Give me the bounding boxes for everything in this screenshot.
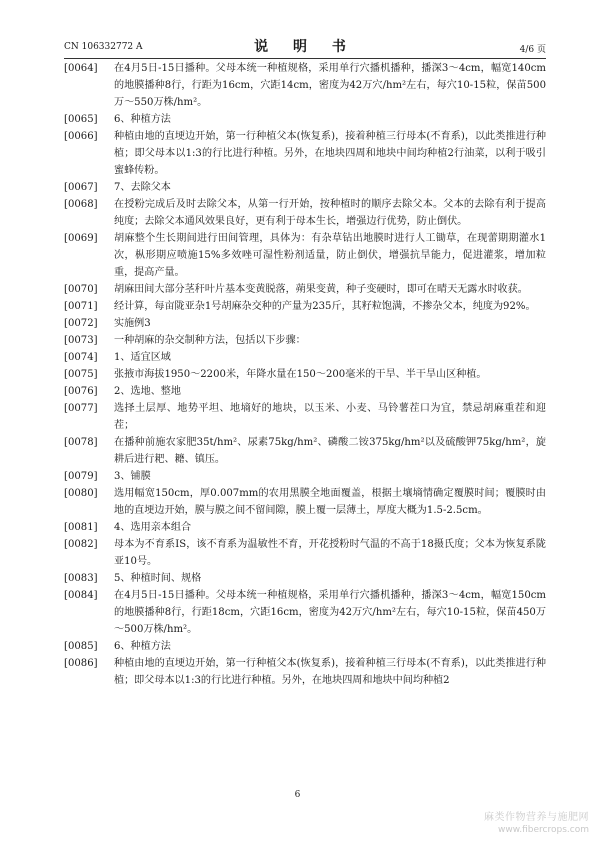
paragraph-text: 7、去除父本 bbox=[114, 182, 171, 193]
paragraph-number: [0072] bbox=[64, 318, 98, 329]
paragraph-text: 6、种植方法 bbox=[114, 114, 171, 125]
page-header bbox=[64, 36, 546, 59]
paragraph-number: [0067] bbox=[64, 182, 98, 193]
paragraph-number: [0071] bbox=[64, 301, 98, 312]
paragraph-text: 在4月5日-15日播种。父母本统一种植规格，采用单行穴播机播种，播深3～4cm，幅宽140cm的地膜播种8行，行距为16cm，穴距14cm，密度为42万穴/hm²左右，每穴10-15粒，保苗500万～550万株/hm²。 bbox=[114, 63, 546, 108]
paragraph-text: 胡麻整个生长期间进行田间管理，具体为：有杂草钻出地膜时进行人工锄草，在现蕾期期灌水1次，枞形期应喷施15%多效唑可湿性粉剂适量，防止倒伏，增强抗旱能力，促进灌浆，增加粒重，提高产量。 bbox=[114, 233, 546, 278]
paragraph-number: [0064] bbox=[64, 63, 98, 74]
paragraph bbox=[64, 570, 546, 587]
paragraph-text: 一种胡麻的杂交制种方法，包括以下步骤： bbox=[114, 335, 306, 346]
paragraph bbox=[64, 638, 546, 655]
paragraph-number: [0086] bbox=[64, 658, 98, 669]
paragraph-number: [0083] bbox=[64, 573, 98, 584]
paragraph bbox=[64, 400, 546, 434]
paragraph-number: [0074] bbox=[64, 352, 98, 363]
paragraph-number: [0080] bbox=[64, 488, 98, 499]
paragraph bbox=[64, 128, 546, 179]
paragraph-number: [0084] bbox=[64, 590, 98, 601]
paragraph-text: 种植由地的直埂边开始，第一行种植父本(恢复系)，接着种植三行母本(不育系)，以此类推进行种植；即父母本以1:3的行比进行种植。另外，在地块四周和地块中间均种植2 bbox=[114, 658, 546, 686]
paragraph-number: [0077] bbox=[64, 403, 98, 414]
paragraph-number: [0076] bbox=[64, 386, 98, 397]
paragraph bbox=[64, 196, 546, 230]
paragraph-text: 母本为不育系IS，该不育系为温敏性不育，开花授粉时气温的不高于18摄氏度；父本为恢复系陇亚10号。 bbox=[114, 539, 546, 567]
paragraph-text: 张掖市海拔1950～2200米，年降水量在150～200毫米的干旱、半干旱山区种植。 bbox=[114, 369, 487, 380]
paragraph-text: 4、选用亲本组合 bbox=[114, 522, 192, 533]
paragraph bbox=[64, 485, 546, 519]
paragraph-text: 3、铺膜 bbox=[114, 471, 151, 482]
paragraph-text: 6、种植方法 bbox=[114, 641, 171, 652]
watermark bbox=[484, 812, 589, 836]
paragraph-text: 在授粉完成后及时去除父本，从第一行开始，按种植时的顺序去除父本。父本的去除有利于提高纯度；去除父本通风效果良好，更有利于母本生长，增强边行优势，防止倒伏。 bbox=[114, 199, 546, 227]
paragraph-number: [0079] bbox=[64, 471, 98, 482]
paragraph-number: [0075] bbox=[64, 369, 98, 380]
paragraph bbox=[64, 281, 546, 298]
paragraph-text: 选用幅宽150cm，厚0.007mm的农用黑膜全地面覆盖，根据土壤墒情确定覆膜时间；覆膜时由地的直埂边开始，膜与膜之间不留间隙，膜上覆一层薄土，厚度大概为1.5-2.5cm。 bbox=[114, 488, 546, 516]
page-indicator: 4/6 页 bbox=[519, 45, 546, 55]
paragraph bbox=[64, 587, 546, 638]
paragraph-number: [0082] bbox=[64, 539, 98, 550]
paragraph bbox=[64, 383, 546, 400]
paragraph bbox=[64, 332, 546, 349]
paragraph-text: 胡麻田间大部分茎秆叶片基本变黄脱落，蒴果变黄，种子变硬时，即可在晴天无露水时收获。 bbox=[114, 284, 528, 295]
paragraph bbox=[64, 315, 546, 332]
paragraph-text: 实施例3 bbox=[114, 318, 151, 329]
paragraph-number: [0070] bbox=[64, 284, 98, 295]
paragraph-number: [0066] bbox=[64, 131, 98, 142]
paragraph-text: 5、种植时间、规格 bbox=[114, 573, 202, 584]
paragraph-number: [0081] bbox=[64, 522, 98, 533]
paragraph-number: [0069] bbox=[64, 233, 98, 244]
paragraph bbox=[64, 434, 546, 468]
paragraph bbox=[64, 366, 546, 383]
document-body bbox=[64, 60, 546, 689]
paragraph-text: 2、选地、整地 bbox=[114, 386, 181, 397]
paragraph bbox=[64, 60, 546, 111]
watermark-site-name: 麻类作物营养与施肥网 bbox=[484, 812, 589, 823]
paragraph bbox=[64, 111, 546, 128]
paragraph bbox=[64, 179, 546, 196]
paragraph-text: 经计算，每亩陇亚杂1号胡麻杂交种的产量为235斤，其籽粒饱满，不掺杂父本，纯度为92%。 bbox=[114, 301, 536, 312]
watermark-url: www.fibercrops.com bbox=[498, 825, 589, 835]
paragraph-text: 在4月5日-15日播种。父母本统一种植规格，采用单行穴播机播种，播深3～4cm，幅宽150cm的地膜播种8行，行距18cm，穴距16cm，密度为42万穴/hm²左右，每穴10-15粒，保苗450万～500万株/hm²。 bbox=[114, 590, 546, 635]
paragraph bbox=[64, 468, 546, 485]
paragraph bbox=[64, 536, 546, 570]
paragraph-number: [0065] bbox=[64, 114, 98, 125]
document-title: 说 明 书 bbox=[254, 39, 356, 55]
paragraph-text: 选择土层厚、地势平坦、地墒好的地块，以玉米、小麦、马铃薯茬口为宜，禁忌胡麻重茬和迎茬； bbox=[114, 403, 546, 431]
paragraph bbox=[64, 298, 546, 315]
paragraph-number: [0078] bbox=[64, 437, 98, 448]
patent-number: CN 106332772 A bbox=[64, 42, 143, 52]
paragraph bbox=[64, 230, 546, 281]
paragraph-text: 种植由地的直埂边开始，第一行种植父本(恢复系)，接着种植三行母本(不育系)，以此类推进行种植；即父母本以1:3的行比进行种植。另外，在地块四周和地块中间均种植2行油菜，以利于吸引蜜蜂传粉。 bbox=[114, 131, 546, 176]
paragraph bbox=[64, 349, 546, 366]
page-footer bbox=[0, 790, 595, 800]
paragraph-number: [0068] bbox=[64, 199, 98, 210]
paragraph-text: 1、适宜区域 bbox=[114, 352, 171, 363]
paragraph-number: [0085] bbox=[64, 641, 98, 652]
paragraph bbox=[64, 519, 546, 536]
paragraph-text: 在播种前施农家肥35t/hm²、尿素75kg/hm²、磷酸二铵375kg/hm²以及硫酸钾75kg/hm²，旋耕后进行耙、耱、镇压。 bbox=[114, 437, 546, 465]
page-number: 6 bbox=[294, 790, 301, 800]
paragraph bbox=[64, 655, 546, 689]
paragraph-number: [0073] bbox=[64, 335, 98, 346]
